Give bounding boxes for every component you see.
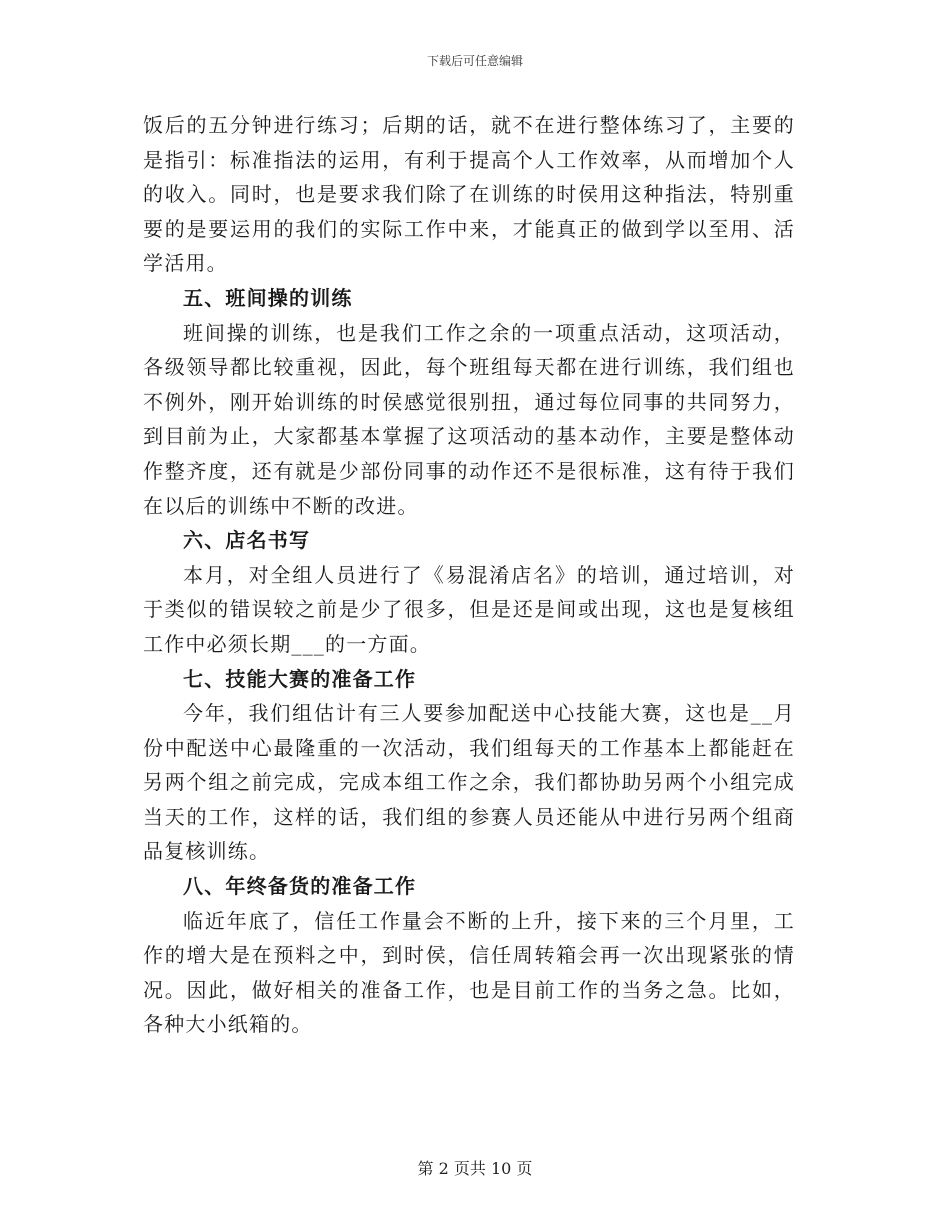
paragraph-section-7: 今年，我们组估计有三人要参加配送中心技能大赛，这也是__月份中配送中心最隆重的一次活动，我们组每天的工作基本上都能赶在另两个组之前完成，完成本组工作之余，我们都协助另两个小组完成当天的工作，这样的话，我们组的参赛人员还能从中进行另两个组商品复核训练。 bbox=[143, 701, 795, 864]
page-footer: 第 2 页共 10 页 bbox=[417, 1159, 533, 1178]
paragraph-section-5: 班间操的训练，也是我们工作之余的一项重点活动，这项活动，各级领导都比较重视，因此，每个班组每天都在进行训练，我们组也不例外，刚开始训练的时侯感觉很别扭，通过每位同事的共同努力，到目前为止，大家都基本掌握了这项活动的基本动作，主要是整体动作整齐度，还有就是少部份同事的动作还不是很标准，这有待于我们在以后的训练中不断的改进。 bbox=[143, 320, 795, 518]
section-heading-5: 五、班间操的训练 bbox=[183, 285, 353, 310]
page-header: 下载后可任意编辑 bbox=[426, 54, 523, 68]
section-heading-6: 六、店名书写 bbox=[183, 528, 311, 553]
section-heading-7: 七、技能大赛的准备工作 bbox=[183, 666, 417, 691]
paragraph-continued: 饭后的五分钟进行练习；后期的话，就不在进行整体练习了，主要的是指引：标准指法的运用，有利于提高个人工作效率，从而增加个人的收入。同时，也是要求我们除了在训练的时侯用这种指法，特别重要的是要运用的我们的实际工作中来，才能真正的做到学以至用、活学活用。 bbox=[143, 113, 795, 276]
paragraph-section-8: 临近年底了，信任工作量会不断的上升，接下来的三个月里，工作的增大是在预料之中，到时侯，信任周转箱会再一次出现紧张的情况。因此，做好相关的准备工作，也是目前工作的当务之急。比如，各种大小纸箱的。 bbox=[143, 908, 795, 1037]
paragraph-section-6: 本月，对全组人员进行了《易混淆店名》的培训，通过培训，对于类似的错误较之前是少了很多，但是还是间或出现，这也是复核组工作中必须长期___的一方面。 bbox=[143, 562, 795, 656]
document-body bbox=[143, 108, 795, 1042]
section-heading-8: 八、年终备货的准备工作 bbox=[183, 874, 417, 899]
